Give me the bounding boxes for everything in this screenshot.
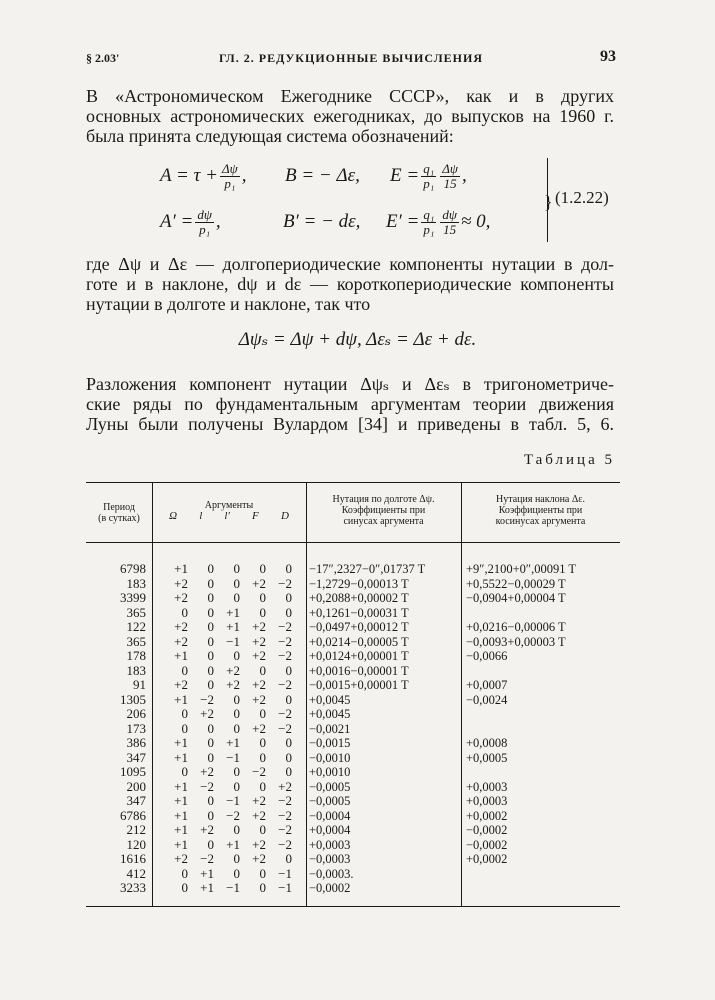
cell-argument: +1 [226, 604, 240, 620]
cell-nutation-longitude: −0,0010 [309, 750, 351, 765]
cell-argument: −2 [200, 691, 214, 707]
cell-argument: 0 [233, 822, 240, 837]
cell-argument: 0 [181, 764, 188, 779]
fraction: $\frac{\Delta\psi}{\text{p₁}}$ [221, 160, 238, 191]
cell-argument: 0 [233, 851, 240, 866]
cell-argument: 0 [181, 720, 188, 736]
header-period: Период (в сутках) [98, 502, 140, 524]
cell-arguments [162, 881, 302, 896]
cell-arguments [162, 591, 302, 606]
cell-argument: 0 [207, 735, 214, 750]
cell-nutation-longitude: −0,0497+0,00012 T [309, 620, 409, 634]
table-row [86, 881, 620, 896]
table-header-rule [86, 542, 620, 543]
cell-argument: 0 [285, 604, 292, 620]
paragraph-expansions [86, 374, 614, 434]
equation-sum: Δψₛ = Δψ + dψ, Δεₛ = Δε + dε. [238, 329, 477, 350]
cell-period: 6786 [120, 807, 146, 823]
equation-E: E = $\frac{\text{q₁}}{\text{p₁}}$ $\frac{\Delta\psi}{15}$ , [390, 160, 467, 191]
cell-period: 183 [126, 662, 146, 678]
cell-argument: −2 [278, 706, 292, 721]
cell-arguments [162, 852, 302, 867]
cell-nutation-obliquity: +0,0002 [466, 852, 508, 866]
cell-period: 183 [126, 575, 146, 591]
cell-argument: +2 [252, 648, 266, 663]
cell-argument: 0 [233, 691, 240, 707]
cell-nutation-obliquity: +0,0007 [466, 678, 508, 692]
cell-argument: +2 [252, 677, 266, 692]
cell-nutation-obliquity: −0,0093+0,00003 T [466, 634, 566, 649]
cell-arguments [162, 751, 302, 766]
cell-nutation-longitude: +0,1261−0,00031 T [309, 605, 409, 620]
cell-argument: +1 [226, 836, 240, 852]
cell-argument: +2 [252, 633, 266, 649]
table-body [86, 562, 620, 896]
cell-period: 206 [126, 706, 146, 721]
cell-argument: 0 [285, 590, 292, 605]
fraction: $\frac{\Delta\psi}{15}$ [442, 160, 458, 191]
cell-argument: 0 [259, 590, 266, 605]
cell-period: 3233 [120, 880, 146, 895]
text-line: Луны были получены Вулардом [34] и приведены в табл. 5, 6. [86, 414, 614, 434]
equation-B: B = − Δε, [285, 165, 360, 186]
cell-nutation-longitude: +0,0124+0,00001 T [309, 649, 409, 663]
cell-argument: +1 [174, 749, 188, 765]
cell-argument: 0 [233, 865, 240, 881]
cell-nutation-longitude: −0,0003. [309, 866, 354, 881]
cell-nutation-longitude: −0,0015+0,00001 T [309, 678, 409, 692]
text-line: была принята следующая система обозначений: [86, 126, 454, 146]
cell-argument: 0 [233, 778, 240, 794]
cell-argument: +1 [200, 880, 214, 895]
cell-argument: 0 [181, 662, 188, 678]
cell-nutation-longitude: −0,0004 [309, 808, 351, 823]
cell-argument: −2 [200, 778, 214, 794]
table-row [86, 867, 620, 882]
cell-argument: −2 [278, 575, 292, 591]
cell-argument: 0 [259, 865, 266, 881]
cell-argument: +2 [174, 575, 188, 591]
cell-argument: +1 [200, 865, 214, 881]
cell-argument: +2 [252, 836, 266, 852]
table-row [86, 693, 620, 708]
table-row [86, 794, 620, 809]
cell-argument: +2 [252, 619, 266, 634]
cell-argument: 0 [207, 648, 214, 663]
cell-nutation-obliquity: +0,0002 [466, 808, 508, 823]
cell-argument: +1 [174, 807, 188, 823]
cell-period: 178 [126, 648, 146, 663]
cell-argument: 0 [207, 749, 214, 765]
cell-period: 120 [126, 836, 146, 852]
table-top-rule [86, 482, 620, 483]
cell-argument: 0 [207, 575, 214, 591]
cell-argument: −1 [226, 793, 240, 808]
text-line: основных астрономических ежегодниках, до выпусков на 1960 г. [86, 106, 614, 126]
cell-argument: 0 [207, 633, 214, 649]
table-row [86, 751, 620, 766]
cell-argument: 0 [207, 590, 214, 605]
cell-argument: 0 [207, 720, 214, 736]
brace-point: } [544, 192, 553, 212]
cell-argument: +2 [200, 706, 214, 721]
cell-nutation-obliquity: −0,0024 [466, 692, 508, 707]
fraction: $\frac{\text{q₁}}{\text{p₁}}$ [423, 160, 435, 191]
cell-argument: 0 [207, 677, 214, 692]
table-row [86, 852, 620, 867]
cell-argument: −2 [200, 851, 214, 866]
cell-nutation-longitude: −0,0003 [309, 852, 351, 866]
cell-argument: 0 [285, 691, 292, 707]
cell-argument: −2 [278, 633, 292, 649]
cell-argument: −2 [278, 619, 292, 634]
cell-argument: +2 [174, 590, 188, 605]
text-line: готе и в наклоне, dψ и dε — короткопериодические компоненты [86, 274, 614, 294]
table-row [86, 649, 620, 664]
table-row [86, 780, 620, 795]
cell-arguments [162, 577, 302, 592]
cell-arguments [162, 649, 302, 664]
cell-nutation-longitude: +0,0045 [309, 707, 351, 721]
table-row [86, 664, 620, 679]
cell-period: 1305 [120, 691, 146, 707]
fraction: $\frac{d\psi}{\text{p₁}}$ [197, 206, 212, 237]
cell-nutation-longitude: −1,2729−0,00013 T [309, 576, 409, 591]
text-line: Разложения компонент нутации Δψₛ и Δεₛ в тригонометриче- [86, 374, 614, 394]
chapter-title: ГЛ. 2. РЕДУКЦИОННЫЕ ВЫЧИСЛЕНИЯ [218, 51, 484, 65]
cell-nutation-longitude: +0,0016−0,00001 T [309, 663, 409, 678]
text-line: В «Астрономическом Ежегоднике СССР», как и в других [86, 86, 614, 106]
cell-nutation-longitude: −17″,2327−0″,01737 T [309, 562, 426, 576]
equation-B-prime: B′ = − dε, [283, 211, 361, 232]
cell-argument: −1 [226, 749, 240, 765]
cell-argument: +1 [174, 793, 188, 808]
cell-argument: +2 [226, 677, 240, 692]
cell-arguments [162, 562, 302, 577]
table-row [86, 678, 620, 693]
cell-nutation-obliquity: +0,0216−0,00006 T [466, 620, 566, 634]
cell-argument: +1 [174, 735, 188, 750]
cell-nutation-longitude: −0,0005 [309, 794, 351, 808]
cell-nutation-longitude: +0,0004 [309, 823, 351, 837]
cell-argument: 0 [207, 836, 214, 852]
cell-arguments [162, 794, 302, 809]
cell-argument: 0 [285, 561, 292, 576]
cell-argument: +2 [174, 619, 188, 634]
cell-period: 347 [126, 793, 146, 808]
cell-argument: +1 [174, 561, 188, 576]
cell-argument: −2 [252, 764, 266, 779]
cell-argument: 0 [259, 604, 266, 620]
cell-arguments [162, 606, 302, 621]
cell-argument: −2 [278, 648, 292, 663]
cell-argument: +2 [252, 575, 266, 591]
cell-argument: −1 [278, 880, 292, 895]
cell-argument: 0 [233, 575, 240, 591]
cell-arguments [162, 722, 302, 737]
cell-argument: +2 [252, 851, 266, 866]
cell-nutation-obliquity: +0,0005 [466, 750, 508, 765]
equation-number: (1.2.22) [555, 188, 609, 207]
cell-argument: −2 [278, 793, 292, 808]
table-row [86, 562, 620, 577]
cell-argument: −2 [278, 807, 292, 823]
cell-argument: +1 [174, 648, 188, 663]
cell-argument: 0 [259, 822, 266, 837]
equation-E-prime: E′ = $\frac{\text{q₁}}{\text{p₁}}$ $\frac{d\psi}{15}$ ≈ 0, [386, 206, 491, 237]
cell-argument: −1 [226, 880, 240, 895]
equation-A: A = τ + $\frac{\Delta\psi}{\text{p₁}}$ , [160, 160, 247, 191]
cell-period: 1616 [120, 851, 146, 866]
cell-nutation-obliquity: +0,5522−0,00029 T [466, 576, 566, 591]
fraction: $\frac{\text{q₁}}{\text{p₁}}$ [423, 206, 435, 237]
cell-nutation-obliquity: +9″,2100+0″,00091 T [466, 562, 577, 576]
cell-nutation-longitude: −0,0015 [309, 736, 351, 750]
cell-argument: 0 [207, 619, 214, 634]
cell-nutation-obliquity: −0,0904+0,00004 T [466, 591, 566, 605]
cell-period: 91 [133, 677, 146, 692]
cell-argument: 0 [285, 851, 292, 866]
table-row [86, 736, 620, 751]
table-caption: Таблица 5 [523, 452, 615, 468]
cell-period: 173 [126, 720, 146, 736]
cell-nutation-obliquity: −0,0066 [466, 649, 508, 663]
cell-argument: −1 [226, 633, 240, 649]
cell-argument: 0 [285, 749, 292, 765]
header-nutation-longitude: Нутация по долготе Δψ. Коэффициенты при синусах аргумента [332, 494, 435, 527]
cell-period: 365 [126, 604, 146, 620]
table-5 [86, 482, 620, 907]
equation-system-1-2-22 [150, 154, 620, 246]
header-nutation-obliquity: Нутация наклона Δε. Коэффициенты при косинусах аргумента [495, 494, 586, 527]
section-number: § 2.03' [86, 51, 120, 65]
cell-argument: 0 [259, 778, 266, 794]
cell-argument: −2 [278, 836, 292, 852]
cell-arguments [162, 823, 302, 838]
equation-A-prime: A′ = $\frac{d\psi}{\text{p₁}}$ , [160, 206, 221, 237]
cell-argument: 0 [259, 662, 266, 678]
cell-nutation-longitude: +0,0045 [309, 692, 351, 707]
cell-argument: 0 [181, 604, 188, 620]
cell-arguments [162, 736, 302, 751]
cell-period: 365 [126, 633, 146, 649]
cell-argument: +1 [174, 822, 188, 837]
paragraph-definitions [86, 254, 614, 314]
cell-period: 6798 [120, 561, 146, 576]
cell-argument: +2 [252, 691, 266, 707]
cell-arguments [162, 707, 302, 722]
cell-argument: 0 [181, 880, 188, 895]
table-row [86, 577, 620, 592]
cell-argument: −1 [278, 865, 292, 881]
table-row [86, 591, 620, 606]
cell-nutation-longitude: +0,0214−0,00005 T [309, 634, 409, 649]
cell-argument: 0 [233, 706, 240, 721]
cell-argument: −2 [278, 720, 292, 736]
cell-nutation-longitude: −0,0005 [309, 779, 351, 794]
cell-argument: +2 [174, 633, 188, 649]
cell-argument: 0 [259, 749, 266, 765]
cell-period: 200 [126, 778, 146, 794]
cell-argument: 0 [233, 764, 240, 779]
cell-argument: +1 [226, 735, 240, 750]
cell-arguments [162, 780, 302, 795]
cell-argument: +1 [226, 619, 240, 634]
cell-nutation-obliquity: +0,0003 [466, 794, 508, 808]
paragraph-notation [86, 86, 614, 146]
table-row [86, 823, 620, 838]
cell-period: 3399 [120, 590, 146, 605]
cell-nutation-longitude: +0,0003 [309, 837, 351, 852]
cell-argument: −2 [226, 807, 240, 823]
cell-arguments [162, 765, 302, 780]
cell-nutation-longitude: −0,0021 [309, 721, 351, 736]
cell-nutation-obliquity: +0,0003 [466, 779, 508, 794]
cell-nutation-obliquity: +0,0008 [466, 736, 508, 750]
cell-argument: 0 [259, 735, 266, 750]
cell-argument: +2 [200, 764, 214, 779]
cell-argument: 0 [233, 561, 240, 576]
header-arguments: Аргументы Ω l l′ F D [152, 500, 306, 522]
cell-argument: 0 [259, 561, 266, 576]
text-line: нутации в долготе и наклоне, так что [86, 294, 371, 314]
cell-period: 1095 [120, 764, 146, 779]
cell-argument: +2 [226, 662, 240, 678]
cell-argument: 0 [207, 604, 214, 620]
cell-argument: 0 [285, 764, 292, 779]
table-row [86, 838, 620, 853]
cell-argument: +1 [174, 691, 188, 707]
running-header [86, 48, 616, 70]
cell-nutation-longitude: +0,2088+0,00002 T [309, 591, 409, 605]
table-row [86, 722, 620, 737]
cell-arguments [162, 838, 302, 853]
cell-argument: 0 [233, 720, 240, 736]
cell-arguments [162, 678, 302, 693]
table-row [86, 707, 620, 722]
table-row [86, 606, 620, 621]
table-row [86, 809, 620, 824]
cell-argument: 0 [207, 662, 214, 678]
cell-argument: +2 [174, 851, 188, 866]
cell-nutation-obliquity: −0,0002 [466, 823, 508, 837]
cell-period: 347 [126, 749, 146, 765]
cell-argument: +2 [252, 807, 266, 823]
cell-argument: +1 [174, 778, 188, 794]
cell-argument: 0 [207, 807, 214, 823]
cell-argument: +1 [174, 836, 188, 852]
cell-argument: 0 [259, 880, 266, 895]
text-line: где Δψ и Δε — долгопериодические компоненты нутации в дол- [86, 254, 614, 274]
table-row [86, 765, 620, 780]
argument-symbols: Ω l l′ F D [169, 510, 289, 522]
cell-argument: +2 [252, 720, 266, 736]
cell-period: 386 [126, 735, 146, 750]
cell-arguments [162, 635, 302, 650]
cell-argument: 0 [181, 865, 188, 881]
cell-arguments [162, 620, 302, 635]
cell-arguments [162, 867, 302, 882]
page-number: 93 [600, 48, 616, 65]
cell-argument: 0 [207, 793, 214, 808]
cell-argument: 0 [259, 706, 266, 721]
cell-argument: +2 [278, 778, 292, 794]
cell-argument: +2 [174, 677, 188, 692]
cell-period: 412 [126, 865, 146, 881]
cell-nutation-longitude: +0,0010 [309, 765, 351, 779]
cell-argument: 0 [285, 662, 292, 678]
cell-period: 212 [126, 822, 146, 837]
cell-nutation-longitude: −0,0002 [309, 881, 351, 895]
cell-argument: −2 [278, 677, 292, 692]
cell-arguments [162, 693, 302, 708]
table-row [86, 620, 620, 635]
text-line: ские ряды по фундаментальным аргументам теории движения [86, 394, 614, 414]
cell-arguments [162, 809, 302, 824]
fraction: $\frac{d\psi}{15}$ [442, 206, 457, 237]
cell-argument: 0 [233, 590, 240, 605]
table-bottom-rule [86, 906, 620, 907]
cell-argument: 0 [181, 706, 188, 721]
cell-period: 122 [126, 619, 146, 634]
cell-argument: 0 [207, 561, 214, 576]
cell-argument: 0 [285, 735, 292, 750]
cell-argument: 0 [233, 648, 240, 663]
cell-argument: −2 [278, 822, 292, 837]
table-row [86, 635, 620, 650]
cell-argument: +2 [200, 822, 214, 837]
cell-nutation-obliquity: −0,0002 [466, 837, 508, 852]
cell-argument: +2 [252, 793, 266, 808]
cell-arguments [162, 664, 302, 679]
